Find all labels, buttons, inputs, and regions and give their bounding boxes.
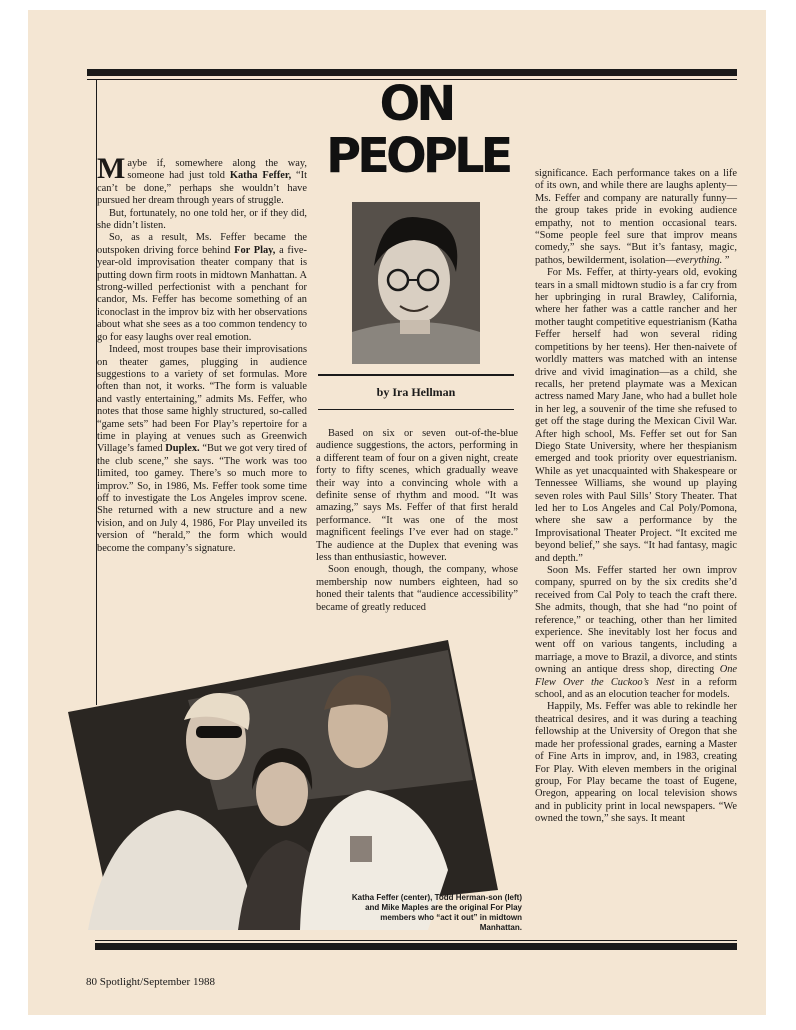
photo-caption: Katha Feffer (center), Todd Herman-son (left) and Mike Maples are the original For Play members who “act it out” in midtown Manhattan. [351, 893, 522, 932]
paragraph: Happily, Ms. Feffer was able to rekindle her theatrical desires, and it was during a teaching fellowship at the University of Oregon that she made her professional grades, earning a Master of Fine Arts in improv, and, in 1983, creating For Play. With eleven members in the original group, For Play became the toast of Eugene, Oregon, appearing on local television shows and in publicity print in local newspapers. “We owned the town,” she says. It meant [535, 701, 737, 825]
paragraph [97, 344, 307, 555]
text: ” [722, 254, 730, 266]
text: “But we got very tired of the club scene,” she says. “The work was too limited, too gamey. There’s so much more to improv.” So, in 1986, Ms. Feffer took some time off to investigate the Los Angeles improv scene. She returned with a new structure and a new vision, and on July 4, 1986, For Play unveiled its version of “herald,” the form which would become the company’s signature. [97, 443, 308, 554]
article-column-2 [316, 428, 518, 614]
paragraph [97, 152, 307, 208]
company-name: For Play, [234, 244, 276, 256]
paragraph [535, 168, 737, 267]
title-people: PEOPLE [326, 128, 510, 184]
paragraph [97, 232, 307, 344]
text: in a reform school, and as an elocution teacher for models. [535, 676, 737, 701]
bottom-rule-thin [95, 940, 737, 941]
bottom-rule-thick [95, 943, 737, 950]
paragraph: For Ms. Feffer, at thirty-years old, evoking tears in a small midtown studio is a far cry from her upbringing in rural Brawley, California, where her father was a cattle rancher and her mother taught competitive equestrianism (Katha Feffer herself had won several riding competitions by her teens). Her then-naivete of worldly matters was matched with an intense drive and vivid imagination—as a child, she recalls, her pretend playmate was a Mexican actress named Mary Jane, who had a bullet hole in her leg, a souvenir of the time she refused to get off the stage during the Mexican Civil War. After high school, Ms. Feffer set out for San Diego State University, where her thespianism emerged and took priority over equestrianism. While as yet unacquainted with Shakespeare or Tennessee Williams, she wound up playing seven roles with Paul Sills’ Story Theater. That led her to Los Angeles and Cal Poly/Pomona, where she saw a performance by the Improvisational Theater Project. “It excited me beyond belief,” she says. “It had fantasy, magic and depth.” [535, 267, 737, 564]
paragraph: Based on six or seven out-of-the-blue audience suggestions, the actors, performing in a different team of four on a given night, create forty to fifty scenes, which gradually weave their way into a convincing whole with a definite sense of rhythm and mood. “It was amazing,” says Ms. Feffer of that first herald performance. “It was one of the most magnificent feelings I’ve ever had on stage.” The audience at the Duplex that evening was less than enthusiastic, however. [316, 428, 518, 564]
emphasis: everything. [675, 254, 723, 266]
byline-rule-top [318, 374, 514, 376]
page-footer: 80 Spotlight/September 1988 [86, 976, 215, 988]
text: aybe if, somewhere along the way, someone had just told [127, 158, 307, 182]
article-column-3 [535, 168, 737, 826]
subject-name: Katha Feffer, [229, 170, 292, 182]
venue-name: Duplex. [165, 443, 200, 455]
article-column-1 [97, 152, 308, 555]
text: “It can’t be done,” perhaps she wouldn’t have pursued her dream through years of struggle. [97, 170, 307, 207]
byline-rule-bottom [318, 409, 514, 410]
text: significance. Each performance takes on a life of its own, and while there are laughs aplenty—Ms. Feffer and company are naturally funny—the group takes pride in evoking audience empathy, not to mention occasional tears. “Some people feel sure that improv means comedy,” she says. “But it’s fantasy, magic, pathos, bewilderment, isolation— [535, 168, 737, 266]
text: Soon Ms. Feffer started her own improv company, spurred on by the six credits she’d received from Cal Poly to teach the craft there. She admits, though, that she had “no point of reference,” or teaching, other than her limited experience. She inevitably lost her focus and went off on various tangents, including a marriage, a move to Brazil, a divorce, and stints owning an antique dress shop, directing [535, 565, 737, 676]
title-on: ON [379, 76, 453, 132]
paragraph [535, 565, 737, 701]
play-title: One Flew Over the Cuckoo’s Nest [535, 664, 737, 688]
text: So, as a result, Ms. Feffer became the outspoken driving force behind [97, 232, 307, 256]
text: a five-year-old improvisation theater company that is putting down firm roots in midtown Manhattan. A strong-willed perfectionist with a penchant for candor, Ms. Feffer has become something of an iconoclast in the improv biz with her observations about what she sees as a too common tendency to go for easy laughs over real emotion. [97, 244, 308, 343]
group-photo [68, 640, 498, 930]
paragraph: Soon enough, though, the company, whose membership now numbers eighteen, had so honed their talents that “audience accessibility” became of greatly reduced [316, 564, 518, 613]
paragraph: But, fortunately, no one told her, or if they did, she didn’t listen. [97, 207, 307, 232]
text: Indeed, most troupes base their improvisations on theater games, plugging in audience suggestions to a variety of set formulas. More often than not, it works. “The form is valuable and vastly entertaining,” admits Ms. Feffer, who notes that those same highly structured, so-called “game sets” had been For Play’s repertoire for a time in playing at venues such as Greenwich Village’s famed [97, 344, 307, 455]
top-rule-thick [87, 69, 737, 76]
byline: by Ira Hellman [376, 385, 456, 399]
author-portrait-photo [352, 202, 480, 364]
drop-cap: M [97, 152, 126, 185]
